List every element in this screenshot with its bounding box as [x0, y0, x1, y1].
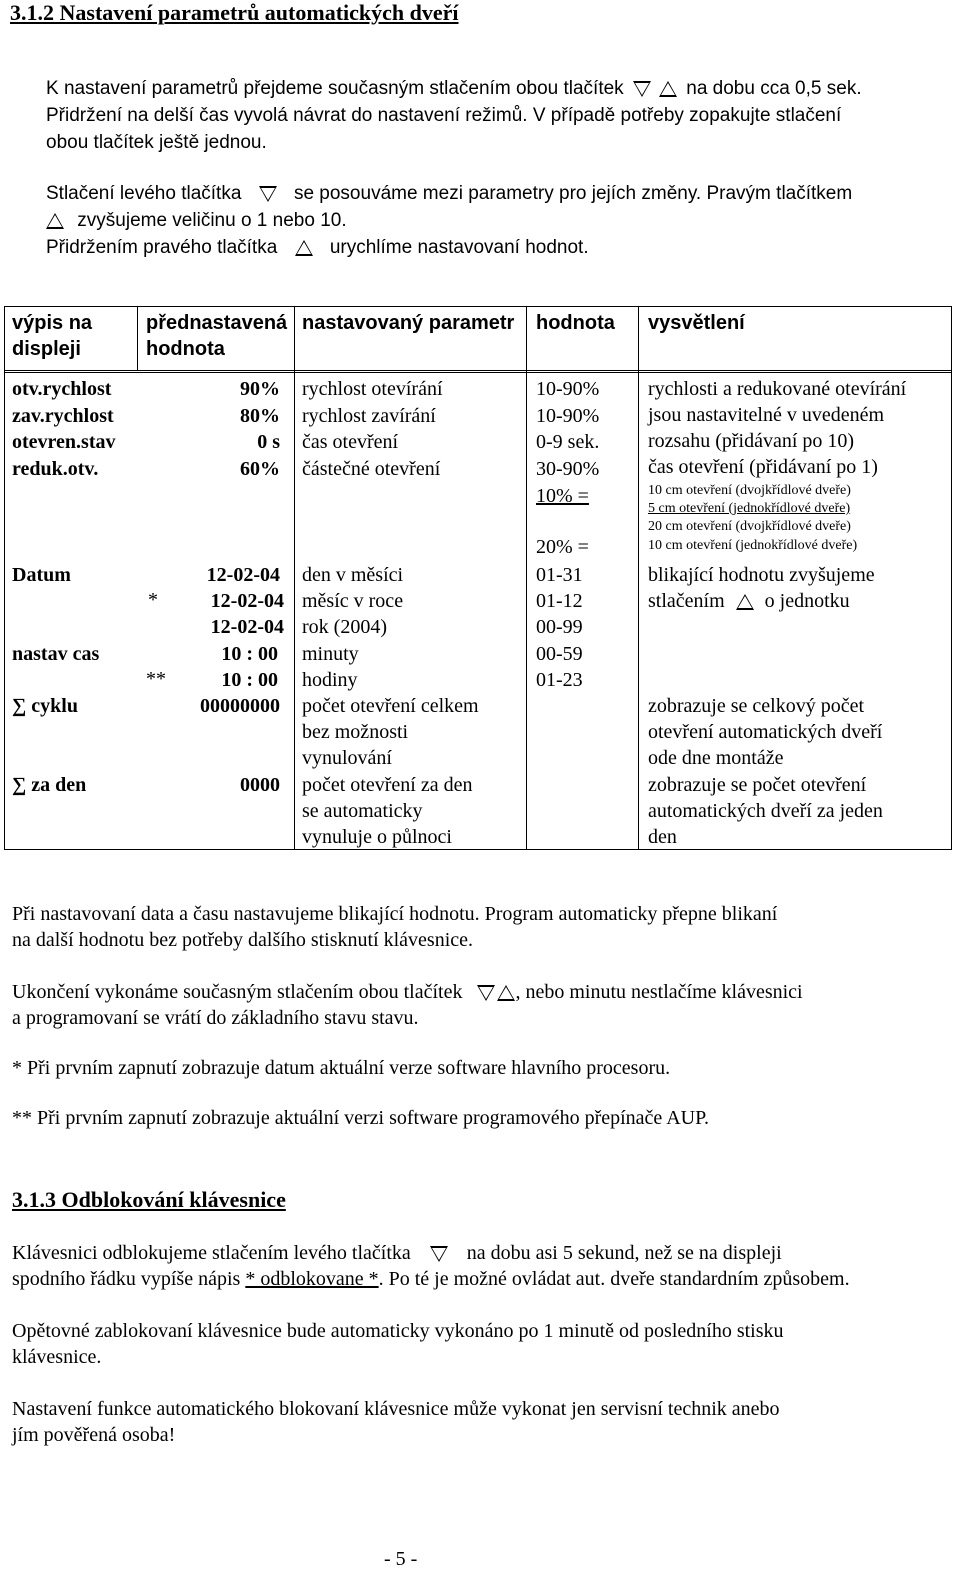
header-line: přednastavená: [146, 312, 288, 334]
cas-range: 00-59: [536, 643, 583, 665]
header-line: výpis na: [12, 312, 93, 334]
table-row-preset: 0 s: [257, 431, 280, 453]
cyklu-preset: 00000000: [200, 695, 280, 717]
table-row-param: čas otevření: [302, 431, 399, 453]
datum-preset: 12-02-04: [210, 590, 284, 612]
header-display: [12, 310, 92, 362]
table-row-display: zav.rychlost: [12, 405, 114, 427]
datum-label: Datum: [12, 564, 71, 586]
zaden-explanation: automatických dveří za jeden: [648, 800, 883, 822]
sigma-icon: ∑: [12, 695, 27, 717]
cas-range: 01-23: [536, 669, 583, 691]
section2-text: [12, 1240, 960, 1448]
zaden-param: se automaticky: [302, 800, 423, 822]
table-border: [137, 306, 138, 370]
explanation-text: o jednotku: [764, 590, 850, 612]
intro-text: zvyšujeme veličinu o 1 nebo 10.: [77, 210, 347, 231]
intro-line-5: [46, 207, 862, 234]
table-row-param: částečné otevření: [302, 458, 441, 480]
reduk-value: 10% =: [536, 485, 589, 507]
cyklu-explanation: otevření automatických dveří: [648, 721, 883, 743]
table-row-range: 10-90%: [536, 405, 600, 427]
paragraph-line: [12, 979, 952, 1005]
reduk-note: 20 cm otevření (dvojkřídlové dveře): [648, 519, 851, 534]
paragraph-text: Ukončení vykonáme současným stlačením obou tlačítek: [12, 981, 463, 1003]
down-triangle-icon: [633, 81, 651, 97]
intro-line-6: [46, 234, 862, 261]
table-border: [4, 306, 952, 307]
paragraph-line: Při nastavovaní data a času nastavujeme blikající hodnotu. Program automaticky přepne blikaní: [12, 903, 778, 925]
footnote-double-star: ** Při prvním zapnutí zobrazuje aktuální verzi software programového přepínače AUP.: [12, 1107, 710, 1129]
reduk-note: 10 cm otevření (dvojkřídlové dveře): [648, 483, 851, 498]
paragraph-line: Nastavení funkce automatického blokovaní klávesnice může vykonat jen servisní technik anebo: [12, 1398, 780, 1420]
table-border: [4, 372, 952, 373]
table-border: [951, 306, 952, 850]
zaden-explanation: den: [648, 826, 677, 848]
cas-preset: 10 : 00: [221, 669, 278, 691]
explanation-line: rozsahu (přidávaní po 10): [648, 430, 855, 452]
datum-preset: 12-02-04: [206, 564, 280, 586]
up-triangle-icon: [736, 594, 754, 610]
datum-explanation: blikající hodnotu zvyšujeme: [648, 564, 875, 586]
zaden-label: [12, 772, 86, 798]
cas-param: hodiny: [302, 669, 358, 691]
cyklu-label: [12, 693, 78, 719]
datum-param: den v měsíci: [302, 564, 404, 586]
page-number: - 5 -: [384, 1548, 418, 1570]
paragraph-text: spodního řádku vypíše nápis: [12, 1268, 241, 1290]
explanation-line: čas otevření (přidávaní po 1): [648, 456, 878, 478]
unlock-message: * odblokovane *: [245, 1268, 379, 1290]
down-triangle-icon: [259, 186, 277, 202]
table-row-display: otevren.stav: [12, 431, 116, 453]
table-row-preset: 60%: [240, 458, 280, 480]
datum-param: rok (2004): [302, 616, 387, 638]
header-line: displeji: [12, 338, 81, 360]
datum-preset: 12-02-04: [210, 616, 284, 638]
header-value: hodnota: [536, 312, 615, 334]
reduk-value: 20% =: [536, 536, 589, 558]
table-border: [4, 370, 952, 371]
down-triangle-icon: [430, 1246, 448, 1262]
datum-range: 01-12: [536, 590, 583, 612]
explanation-line: rychlosti a redukované otevírání: [648, 378, 907, 400]
paragraph-line: [12, 1240, 960, 1266]
zaden-text: za den: [31, 774, 87, 796]
intro-text: urychlíme nastavovaní hodnot.: [329, 237, 589, 258]
intro-line-4: [46, 180, 862, 207]
table-border: [4, 306, 5, 850]
cyklu-param: bez možnosti: [302, 721, 409, 743]
datum-range: 01-31: [536, 564, 583, 586]
footnote-marker: *: [148, 589, 158, 611]
cyklu-param: vynulování: [302, 747, 392, 769]
cyklu-param: počet otevření celkem: [302, 695, 479, 717]
up-triangle-icon: [659, 81, 677, 97]
intro-text: na dobu cca 0,5 sek.: [686, 78, 862, 99]
cas-label: nastav cas: [12, 643, 100, 665]
table-row-preset: 80%: [240, 405, 280, 427]
up-triangle-icon: [295, 240, 313, 256]
section2-title: 3.1.3 Odblokování klávesnice: [12, 1187, 286, 1212]
table-row-preset: 90%: [240, 378, 280, 400]
intro-line-2: Přidržení na delší čas vyvolá návrat do nastavení režimů. V případě potřeby zopakujte stlačení: [46, 105, 842, 126]
zaden-preset: 0000: [240, 774, 280, 796]
zaden-param: vynuluje o půlnoci: [302, 826, 452, 848]
table-border: [638, 306, 639, 850]
cas-param: minuty: [302, 643, 359, 665]
table-row-param: rychlost otevírání: [302, 378, 443, 400]
zaden-param: počet otevření za den: [302, 774, 473, 796]
intro-line-1: [46, 75, 862, 102]
down-triangle-icon: [477, 985, 495, 1001]
table-row-range: 30-90%: [536, 458, 600, 480]
table-row-range: 0-9 sek.: [536, 431, 600, 453]
table-row-range: 10-90%: [536, 378, 600, 400]
intro: [46, 75, 862, 261]
intro-line-3: obou tlačítek ještě jednou.: [46, 132, 267, 153]
cas-preset: 10 : 00: [221, 643, 278, 665]
after-table-text: [12, 901, 952, 1131]
datum-range: 00-99: [536, 616, 583, 638]
paragraph-line: na další hodnotu bez potřeby dalšího stisknutí klávesnice.: [12, 929, 474, 951]
explanation-text: stlačením: [648, 590, 725, 612]
intro-text: Stlačení levého tlačítka: [46, 183, 242, 204]
table-row-display: otv.rychlost: [12, 378, 112, 400]
cyklu-explanation: ode dne montáže: [648, 747, 784, 769]
table-border: [4, 849, 952, 850]
paragraph-text: na dobu asi 5 sekund, než se na displeji: [466, 1242, 782, 1264]
header-line: hodnota: [146, 338, 225, 360]
cyklu-explanation: zobrazuje se celkový počet: [648, 695, 865, 717]
header-explanation: vysvětlení: [648, 312, 745, 334]
zaden-explanation: zobrazuje se počet otevření: [648, 774, 867, 796]
header-parameter: nastavovaný parametr: [302, 312, 515, 334]
sigma-icon: ∑: [12, 774, 27, 796]
datum-explanation: [648, 588, 850, 614]
table-row-display: reduk.otv.: [12, 458, 99, 480]
table-border: [526, 306, 527, 850]
paragraph-line: Opětovné zablokovaní klávesnice bude automaticky vykonáno po 1 minutě od posledního stisku: [12, 1320, 784, 1342]
intro-text: K nastavení parametrů přejdeme současným stlačením obou tlačítek: [46, 78, 624, 99]
section-title: 3.1.2 Nastavení parametrů automatických dveří: [10, 0, 459, 25]
paragraph-line: [12, 1266, 960, 1292]
reduk-note: 5 cm otevření (jednokřídlové dveře): [648, 501, 851, 516]
reduk-note: 10 cm otevření (jednokřídlové dveře): [648, 538, 858, 553]
paragraph-text: . Po té je možné ovládat aut. dveře standardním způsobem.: [378, 1268, 850, 1290]
explanation-line: jsou nastavitelné v uvedeném: [648, 404, 885, 426]
paragraph-text: Klávesnici odblokujeme stlačením levého tlačítka: [12, 1242, 411, 1264]
paragraph-line: a programovaní se vrátí do základního stavu stavu.: [12, 1007, 419, 1029]
paragraph-line: jím pověřená osoba!: [12, 1424, 176, 1446]
cyklu-text: cyklu: [31, 695, 78, 717]
footnote-star: * Při prvním zapnutí zobrazuje datum aktuální verze software hlavního procesoru.: [12, 1057, 671, 1079]
datum-param: měsíc v roce: [302, 590, 404, 612]
table-border: [294, 306, 295, 850]
paragraph-line: klávesnice.: [12, 1346, 102, 1368]
up-triangle-icon: [497, 985, 515, 1001]
paragraph-text: , nebo minutu nestlačíme klávesnici: [515, 981, 803, 1003]
header-preset: [146, 310, 287, 362]
intro-text: Přidržením pravého tlačítka: [46, 237, 278, 258]
intro-text: se posouváme mezi parametry pro jejích změny. Pravým tlačítkem: [293, 183, 853, 204]
up-triangle-icon: [46, 213, 64, 229]
table-row-param: rychlost zavírání: [302, 405, 436, 427]
footnote-marker: **: [146, 668, 166, 690]
